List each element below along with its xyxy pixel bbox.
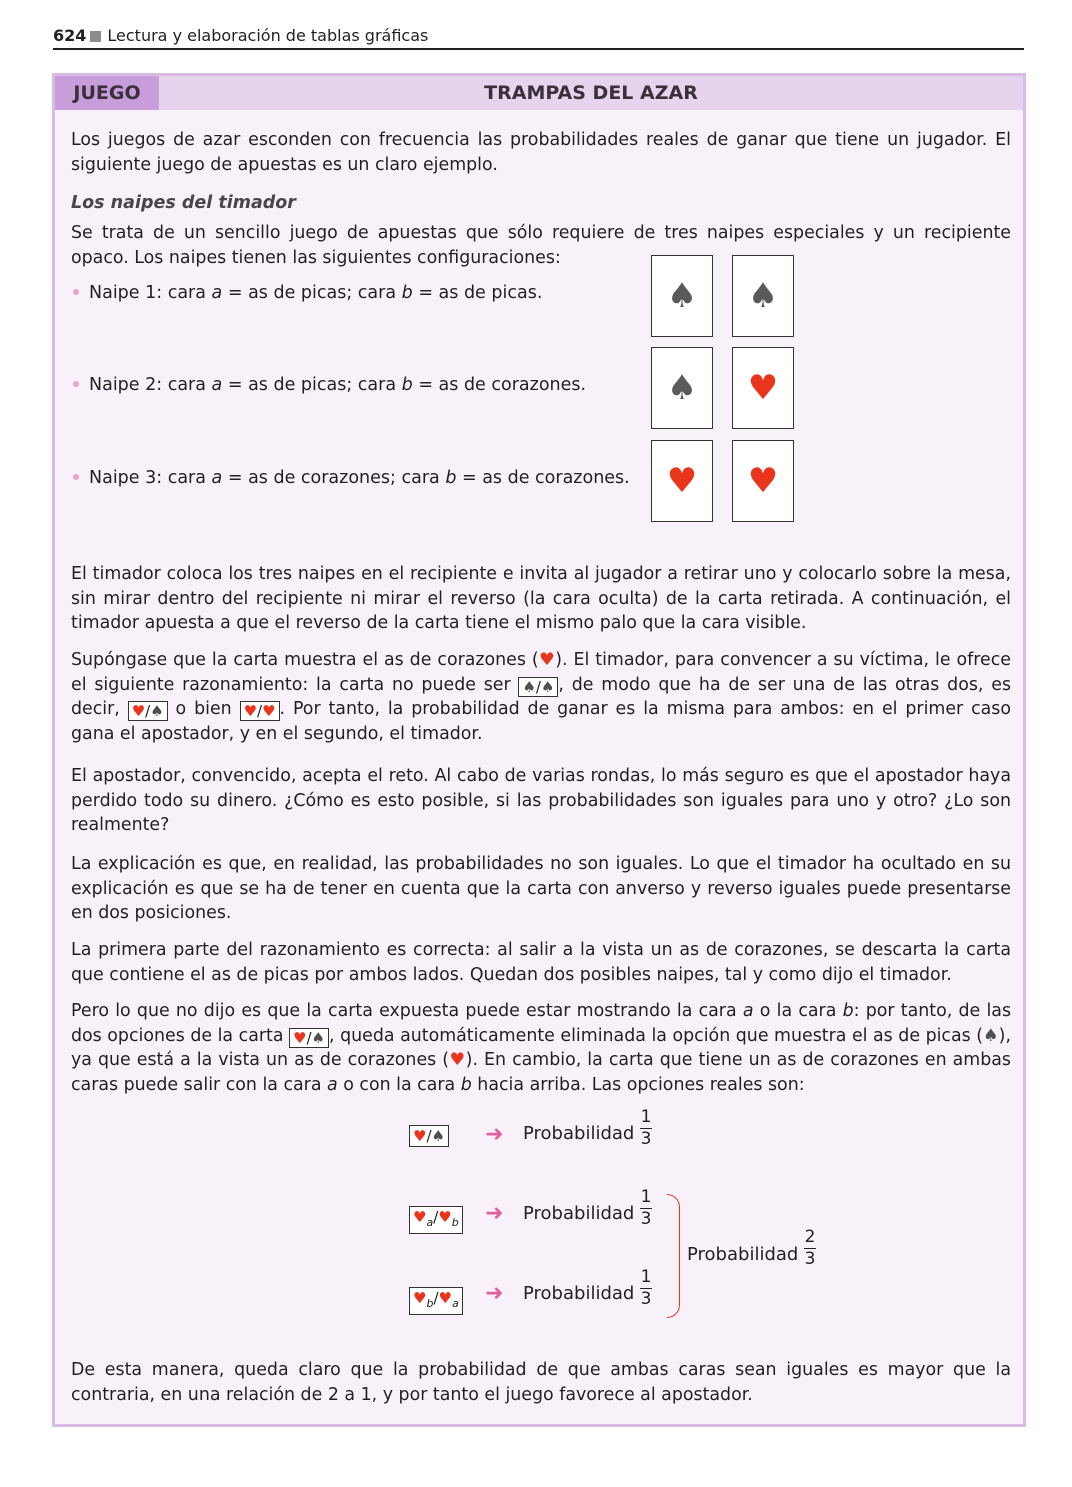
- option-2-fraction: 1 3: [640, 1187, 652, 1230]
- bullet-dot-icon: [73, 381, 79, 387]
- description-paragraph: Se trata de un sencillo juego de apuestas que sólo requiere de tres naipes especiales y un recipiente opaco. Los naipes tienen las siguientes configuraciones:: [71, 223, 1011, 268]
- card-spade-spade-icon: ♠/♠: [518, 677, 558, 697]
- option-heart-a-heart-b-card: $♥_a/♥_b$: [409, 1206, 463, 1234]
- heart-icon: ♥: [666, 461, 698, 501]
- intro-paragraph: Los juegos de azar esconden con frecuencia las probabilidades reales de ganar que tiene un jugador. El siguiente juego de apuestas es un claro ejemplo.: [71, 130, 1011, 175]
- paragraph-2: Supóngase que la carta muestra el as de corazones (♥). El timador, para convencer a su víctima, le ofrece el siguiente razonamiento: la carta no puede ser ♠/♠ , de modo que ha de ser una de las otras dos, es decir, ♥/♠ o bien ♥/♥ . Por tanto, la probabilidad de ganar es la misma para ambos: en el primer caso gana el apostador, y en el segundo, el timador.: [71, 650, 1012, 744]
- heart-icon: ♥: [449, 1050, 466, 1070]
- bullet-dot-icon: [73, 474, 79, 480]
- paragraph-5: La primera parte del razonamiento es correcta: al salir a la vista un as de corazones, se descarta la carta que contiene el as de picas por ambos lados. Quedan dos posibles naipes, tal y como dijo el timador.: [71, 940, 1011, 985]
- spade-icon: ♠: [983, 1025, 999, 1046]
- card-1b: [732, 255, 794, 337]
- option-3-label: Probabilidad: [523, 1283, 635, 1304]
- card-1a: [651, 255, 713, 337]
- option-heart-b-heart-a-card: $♥_b/♥_a$: [409, 1287, 463, 1315]
- card-2b: [732, 347, 794, 429]
- paragraph-3: El apostador, convencido, acepta el reto. Al cabo de varias rondas, lo más seguro es que el apostador haya perdido todo su dinero. ¿Cómo es esto posible, si las probabilidades son iguales para uno y otro? ¿Lo son realmente?: [71, 766, 1011, 835]
- option-1-label: Probabilidad: [523, 1123, 635, 1144]
- total-probability-fraction: 2 3: [804, 1227, 816, 1270]
- option-2-label: Probabilidad: [523, 1203, 635, 1224]
- box-tag: JUEGO: [55, 76, 159, 110]
- page-header: [53, 26, 428, 45]
- grouping-brace: [667, 1194, 680, 1318]
- option-heart-spade-card: ♥/♠: [409, 1125, 449, 1147]
- arrow-icon: ➜: [485, 1201, 504, 1226]
- box-title: TRAMPAS DEL AZAR: [484, 82, 698, 104]
- option-1-fraction: 1 3: [640, 1107, 652, 1150]
- bullet-dot-icon: [73, 289, 79, 295]
- heart-icon: ♥: [747, 461, 779, 501]
- paragraph-1: El timador coloca los tres naipes en el recipiente e invita al jugador a retirar uno y colocarlo sobre la mesa, sin mirar dentro del recipiente ni mirar el reverso (la cara oculta) de la carta retirada. A continuación, el timador apuesta a que el reverso de la carta tiene el mismo palo que la cara visible.: [71, 564, 1011, 633]
- naipe-2-item: Naipe 2: cara a = as de picas; cara b = as de corazones.: [71, 373, 586, 397]
- page-number: 624: [53, 26, 87, 45]
- card-heart-spade-icon: ♥/♠: [289, 1028, 329, 1048]
- card-3b: [732, 440, 794, 522]
- card-2a: [651, 347, 713, 429]
- heart-icon: ♥: [538, 650, 556, 670]
- spade-icon: ♠: [747, 276, 779, 316]
- paragraph-6: Pero lo que no dijo es que la carta expuesta puede estar mostrando la cara a o la cara b: por tanto, de las dos opciones de la carta ♥/♠ , queda automáticamente eliminada la opción que muestra el as de picas (♠), ya que está a la vista un as de corazones (♥). En cambio, la carta que tiene un as de corazones en ambas caras puede salir con la cara a o con la cara b hacia arriba. Las opciones reales son:: [71, 1001, 1012, 1095]
- spade-icon: ♠: [666, 276, 698, 316]
- square-bullet-icon: [90, 31, 101, 42]
- option-3-fraction: 1 3: [640, 1267, 652, 1310]
- heart-icon: ♥: [747, 368, 779, 408]
- arrow-icon: ➜: [485, 1281, 504, 1306]
- card-3a: [651, 440, 713, 522]
- card-heart-spade-icon: ♥/♠: [128, 701, 168, 721]
- card-heart-heart-icon: ♥/♥: [240, 701, 280, 721]
- game-box: [52, 73, 1026, 1427]
- naipe-1-item: Naipe 1: cara a = as de picas; cara b = as de picas.: [71, 281, 542, 305]
- section-title: Lectura y elaboración de tablas gráficas: [107, 26, 429, 45]
- conclusion-paragraph: De esta manera, queda claro que la probabilidad de que ambas caras sean iguales es mayor que la contraria, en una relación de 2 a 1, y por tanto el juego favorece al apostador.: [71, 1360, 1011, 1405]
- spade-icon: ♠: [666, 368, 698, 408]
- subtitle: Los naipes del timador: [71, 193, 296, 213]
- paragraph-4: La explicación es que, en realidad, las probabilidades no son iguales. Lo que el timador ha ocultado en su explicación es que se ha de tener en cuenta que la carta con anverso y reverso iguales puede presentarse en dos posiciones.: [71, 854, 1011, 923]
- naipe-3-item: Naipe 3: cara a = as de corazones; cara b = as de corazones.: [71, 466, 630, 490]
- header-rule: [53, 48, 1024, 50]
- total-probability-label: Probabilidad: [687, 1244, 799, 1265]
- arrow-icon: ➜: [485, 1122, 504, 1147]
